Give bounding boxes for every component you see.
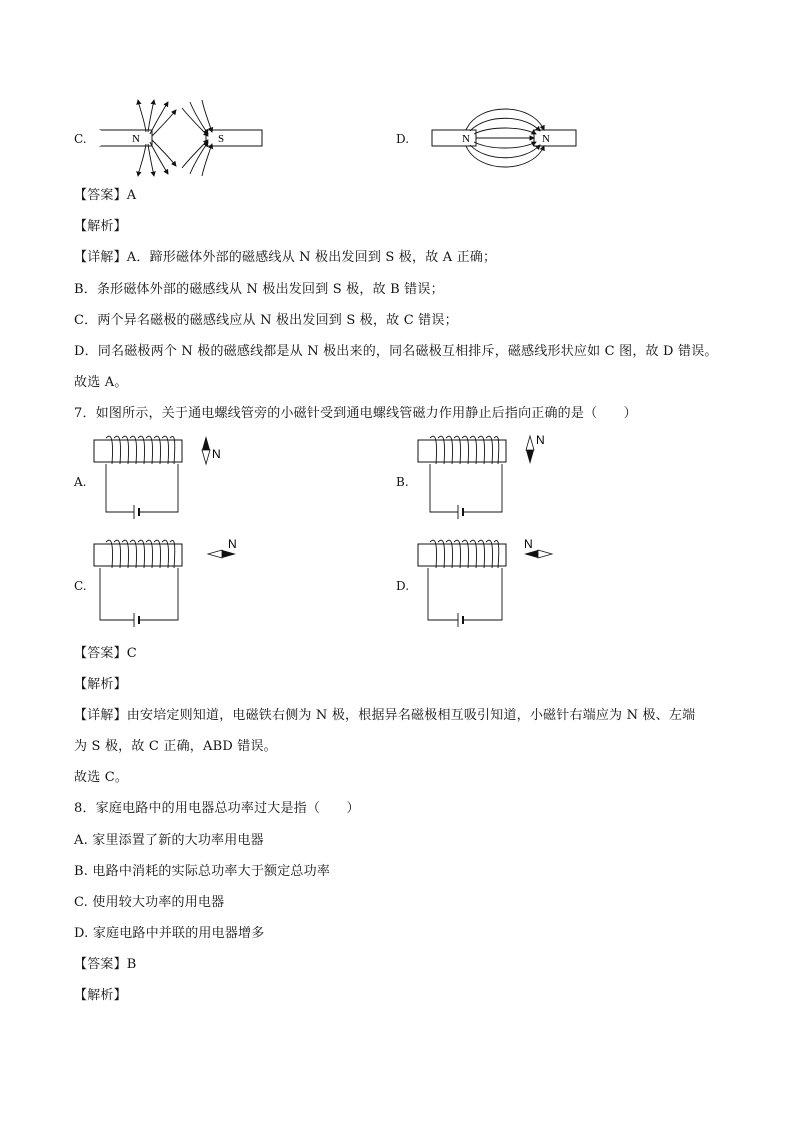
q6-fig-d-right-pole: N [542,133,550,145]
q7-figure-a-solenoid-circuit [92,432,232,524]
q6-analysis-heading: 【解析】 [74,219,127,234]
q7-option-b-label: B. [396,475,409,489]
q6-detail-line-4: D．同名磁极两个 N 极的磁感线都是从 N 极出来的，同名磁极互相排斥，磁感线形状应如 C 图，故 D 错误。 [74,344,718,359]
q6-figure-c-magnets [98,96,264,180]
q6-conclusion: 故选 A。 [74,375,128,390]
q7-figure-b-solenoid-circuit [416,432,556,524]
q7-figure-a-needle-label: N [212,447,221,461]
q7-question: 7．如图所示，关于通电螺线管旁的小磁针受到通电螺线管磁力作用静止后指向正确的是（ ） [74,406,637,421]
q7-figure-c-needle-label: N [228,537,237,551]
q7-figure-c-needle [208,550,236,558]
q6-fig-d-left-pole: N [462,133,470,145]
q8-answer: 【答案】B [74,957,137,972]
q6-detail-line-2: B．条形磁体外部的磁感线从 N 极出发回到 S 极，故 B 错误； [74,282,444,297]
q7-detail-line-2: 为 S 极，故 C 正确，ABD 错误。 [74,739,277,754]
q7-figure-d-needle [524,550,552,558]
q7-figure-d-needle-label: N [524,537,533,551]
q6-detail-line-1: 【详解】A．蹄形磁体外部的磁感线从 N 极出发回到 S 极，故 A 正确； [74,250,497,265]
q7-figure-d-solenoid-circuit [416,536,566,630]
q7-figure-c-solenoid-circuit [92,536,252,630]
q6-option-d-label: D. [396,132,410,146]
q8-option-b: B. 电路中消耗的实际总功率大于额定总功率 [74,864,331,879]
q8-option-a: A. 家里添置了新的大功率用电器 [74,833,264,848]
q7-option-c-label: C. [74,579,87,593]
q8-option-d: D. 家庭电路中并联的用电器增多 [74,926,265,941]
q6-option-c-label: C. [74,132,87,146]
q6-detail-line-3: C．两个异名磁极的磁感线应从 N 极出发回到 S 极，故 C 错误； [74,313,458,328]
q7-figure-b-needle-label: N [536,433,545,447]
q8-option-c: C. 使用较大功率的用电器 [74,895,225,910]
q6-fig-c-left-pole: N [132,133,140,145]
q7-figure-b-needle [526,436,534,464]
q6-fig-c-right-pole: S [218,133,225,145]
q7-conclusion: 故选 C。 [74,770,129,785]
q8-analysis-heading: 【解析】 [74,988,127,1003]
q7-analysis-heading: 【解析】 [74,677,127,692]
q6-figure-d-magnets [430,98,578,178]
q7-answer: 【答案】C [74,646,137,661]
q8-question: 8．家庭电路中的用电器总功率过大是指（ ） [74,801,360,816]
q7-option-d-label: D. [396,579,410,593]
q7-detail-line-1: 【详解】由安培定则知道，电磁铁右侧为 N 极，根据异名磁极相互吸引知道，小磁针右端应为 N 极、左端 [74,708,696,723]
q6-answer: 【答案】A [74,188,137,203]
q7-figure-a-needle [202,436,210,464]
q7-option-a-label: A. [74,475,87,489]
